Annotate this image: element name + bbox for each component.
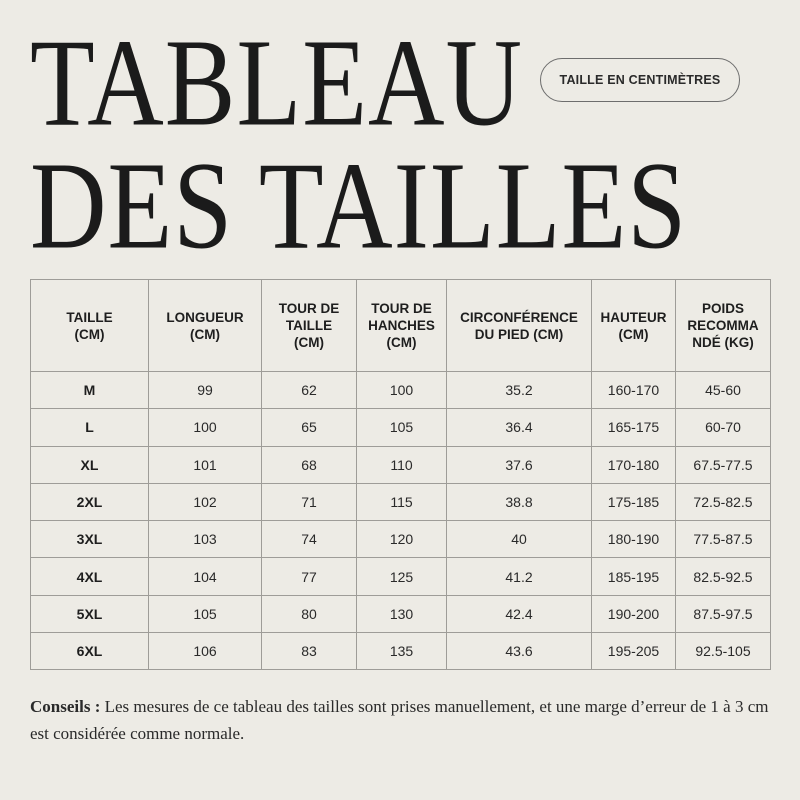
table-cell: 80 (262, 595, 357, 632)
table-cell: 65 (262, 409, 357, 446)
table-cell: 130 (357, 595, 447, 632)
table-row (31, 521, 771, 558)
column-header-line: LONGUEUR (166, 309, 244, 325)
table-row (31, 633, 771, 670)
table-cell: 135 (357, 633, 447, 670)
column-header-line: TOUR DE (278, 301, 340, 316)
column-header-line: (CM) (618, 326, 649, 342)
size-cell: M (31, 372, 149, 409)
column-header-line: (CM) (190, 326, 220, 342)
table-cell: 45-60 (676, 372, 771, 409)
table-cell: 83 (262, 633, 357, 670)
table-cell: 41.2 (447, 558, 592, 595)
table-cell: 106 (149, 633, 262, 670)
column-header (357, 280, 447, 372)
table-cell: 103 (149, 521, 262, 558)
table-cell: 100 (357, 372, 447, 409)
column-header-line: TOUR DE (371, 301, 432, 316)
table-row (31, 446, 771, 483)
table-cell: 71 (262, 483, 357, 520)
table-cell: 180-190 (592, 521, 676, 558)
table-cell: 190-200 (592, 595, 676, 632)
column-header-line: TAILLE (66, 309, 113, 325)
table-cell: 77.5-87.5 (676, 521, 771, 558)
advice-note (30, 693, 775, 747)
column-header (262, 280, 357, 372)
table-cell: 36.4 (447, 409, 592, 446)
size-cell: 5XL (31, 595, 149, 632)
column-header (676, 280, 771, 372)
table-row (31, 595, 771, 632)
title-line-2: DES TAILLES (30, 136, 688, 275)
table-body (31, 372, 771, 670)
size-cell: 6XL (31, 633, 149, 670)
size-cell: 2XL (31, 483, 149, 520)
table-cell: 165-175 (592, 409, 676, 446)
title-line-1: TABLEAU (30, 13, 524, 152)
table-cell: 175-185 (592, 483, 676, 520)
table-row (31, 558, 771, 595)
table-cell: 37.6 (447, 446, 592, 483)
table-cell: 185-195 (592, 558, 676, 595)
column-header-line: NDÉ (KG) (692, 335, 754, 350)
table-cell: 82.5-92.5 (676, 558, 771, 595)
table-cell: 77 (262, 558, 357, 595)
table-header-row (31, 280, 771, 372)
column-header (31, 280, 149, 372)
size-cell: L (31, 409, 149, 446)
table-cell: 120 (357, 521, 447, 558)
table-cell: 42.4 (447, 595, 592, 632)
table-cell: 195-205 (592, 633, 676, 670)
table-cell: 40 (447, 521, 592, 558)
table-cell: 99 (149, 372, 262, 409)
table-cell: 105 (149, 595, 262, 632)
table-row (31, 409, 771, 446)
column-header-line: (CM) (386, 335, 417, 350)
table-cell: 125 (357, 558, 447, 595)
table-row (31, 372, 771, 409)
table-cell: 101 (149, 446, 262, 483)
size-cell: XL (31, 446, 149, 483)
table-cell: 87.5-97.5 (676, 595, 771, 632)
column-header-line: DU PIED (CM) (474, 326, 564, 342)
table-cell: 38.8 (447, 483, 592, 520)
column-header-line: CIRCONFÉRENCE (460, 309, 578, 325)
table-cell: 62 (262, 372, 357, 409)
table-cell: 74 (262, 521, 357, 558)
size-chart-table (30, 279, 771, 670)
table-cell: 110 (357, 446, 447, 483)
unit-badge: TAILLE EN CENTIMÈTRES (540, 58, 740, 102)
column-header (149, 280, 262, 372)
table-cell: 68 (262, 446, 357, 483)
table-cell: 104 (149, 558, 262, 595)
table-cell: 60-70 (676, 409, 771, 446)
table-cell: 67.5-77.5 (676, 446, 771, 483)
advice-label: Conseils : (30, 697, 101, 716)
advice-text: Les mesures de ce tableau des tailles sont prises manuellement, et une marge d’erreur de 1 à 3 cm est considérée comme normale. (30, 697, 769, 743)
table-cell: 35.2 (447, 372, 592, 409)
table-cell: 102 (149, 483, 262, 520)
column-header-line: (CM) (294, 335, 324, 350)
table-cell: 105 (357, 409, 447, 446)
table-cell: 170-180 (592, 446, 676, 483)
size-cell: 3XL (31, 521, 149, 558)
column-header-line: TAILLE (285, 318, 333, 333)
column-header-line: (CM) (74, 326, 105, 342)
table-row (31, 483, 771, 520)
column-header-line: HAUTEUR (600, 309, 667, 325)
table-cell: 72.5-82.5 (676, 483, 771, 520)
column-header (447, 280, 592, 372)
column-header-line: HANCHES (368, 318, 435, 333)
size-cell: 4XL (31, 558, 149, 595)
column-header (592, 280, 676, 372)
table-cell: 115 (357, 483, 447, 520)
table-cell: 100 (149, 409, 262, 446)
table-cell: 160-170 (592, 372, 676, 409)
column-header-line: POIDS (701, 301, 744, 316)
table-cell: 92.5-105 (676, 633, 771, 670)
column-header-line: RECOMMA (687, 318, 759, 333)
table-cell: 43.6 (447, 633, 592, 670)
